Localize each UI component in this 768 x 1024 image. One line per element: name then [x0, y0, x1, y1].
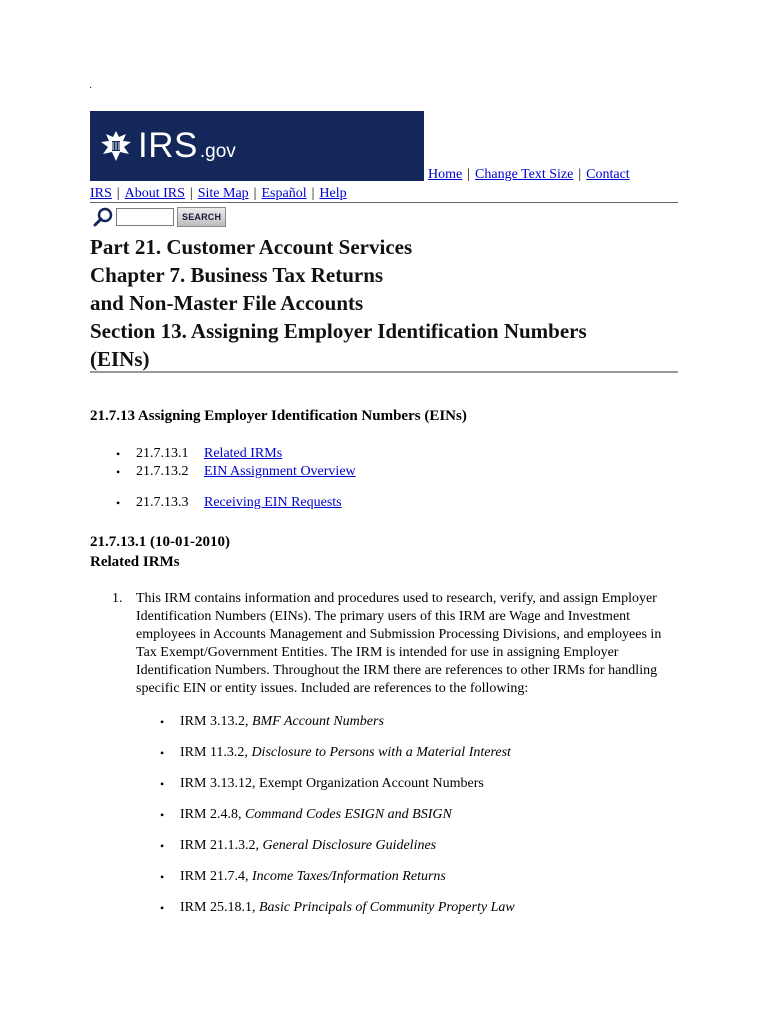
bullet: •: [116, 447, 121, 461]
irm-number: IRM 2.4.8,: [180, 807, 242, 822]
irs-wordmark: [138, 126, 236, 166]
nav-separator: |: [253, 186, 257, 201]
irm-title: Command Codes ESIGN and BSIGN: [244, 807, 452, 822]
toc-item-number: 21.7.13.1: [136, 446, 189, 461]
search-button[interactable]: SEARCH: [177, 207, 226, 227]
nav-separator: |: [189, 186, 193, 201]
title-chapter-line-2: and Non-Master File Accounts: [90, 291, 364, 315]
irm-title: Disclosure to Persons with a Material Interest: [251, 745, 511, 760]
subsection-number-date: 21.7.13.1 (10-01-2010): [90, 534, 230, 550]
bullet: •: [160, 777, 165, 791]
search-input[interactable]: [116, 208, 174, 226]
bullet: •: [160, 870, 165, 884]
sub-nav: [90, 185, 347, 203]
stray-mark: ·: [89, 83, 93, 94]
subsection-title: Related IRMs: [90, 554, 180, 570]
irm-number: IRM 11.3.2,: [180, 745, 248, 760]
irs-logo-banner[interactable]: [90, 111, 424, 181]
top-nav: [428, 166, 630, 184]
bullet: •: [160, 839, 165, 853]
irm-number: IRM 21.7.4,: [180, 869, 249, 884]
toc-link-ein-assignment-overview[interactable]: EIN Assignment Overview: [204, 464, 356, 479]
irm-number: IRM 25.18.1,: [180, 900, 256, 915]
irm-title: BMF Account Numbers: [251, 714, 384, 729]
site-map-link[interactable]: Site Map: [197, 186, 249, 201]
title-section-line-1: Section 13. Assigning Employer Identification Numbers: [90, 319, 587, 343]
irm-title: Income Taxes/Information Returns: [251, 869, 446, 884]
logo-irs-text: IRS: [138, 126, 198, 165]
title-part: Part 21. Customer Account Services: [90, 235, 413, 259]
title-section-line-2: (EINs): [90, 347, 150, 371]
toc-link-receiving-ein-requests[interactable]: Receiving EIN Requests: [204, 495, 342, 510]
bullet: •: [160, 901, 165, 915]
irm-title: Basic Principals of Community Property Law: [258, 900, 515, 915]
contact-link[interactable]: Contact: [586, 167, 630, 182]
nav-separator: |: [116, 186, 120, 201]
toc-link-related-irms[interactable]: Related IRMs: [204, 446, 283, 461]
irm-title: Exempt Organization Account Numbers: [258, 776, 484, 791]
irs-eagle-icon: [98, 128, 134, 164]
irm-number: IRM 3.13.12,: [180, 776, 256, 791]
section-heading: 21.7.13 Assigning Employer Identification Numbers (EINs): [90, 408, 467, 424]
title-chapter-line-1: Chapter 7. Business Tax Returns: [90, 263, 384, 287]
paragraph-number: 1.: [112, 591, 123, 606]
espanol-link[interactable]: Español: [261, 186, 307, 201]
toc-item-number: 21.7.13.2: [136, 464, 189, 479]
magnifier-icon[interactable]: [92, 206, 114, 228]
header-divider: [90, 202, 678, 203]
bullet: •: [116, 465, 121, 479]
irm-number: IRM 21.1.3.2,: [180, 838, 259, 853]
bullet: •: [116, 496, 121, 510]
subsection-heading: [90, 532, 230, 572]
title-divider: [90, 371, 678, 373]
change-text-size-link[interactable]: Change Text Size: [475, 167, 574, 182]
help-link[interactable]: Help: [319, 186, 347, 201]
irm-number: IRM 3.13.2,: [180, 714, 249, 729]
nav-separator: |: [578, 167, 582, 182]
page-title: [90, 233, 680, 373]
nav-separator: |: [467, 167, 471, 182]
about-irs-link[interactable]: About IRS: [124, 186, 185, 201]
home-link[interactable]: Home: [428, 167, 463, 182]
toc-item-number: 21.7.13.3: [136, 495, 189, 510]
nav-separator: |: [311, 186, 315, 201]
search-bar: [92, 206, 226, 228]
logo-gov-text: .gov: [199, 141, 236, 162]
irm-title: General Disclosure Guidelines: [262, 838, 437, 853]
paragraph-text: This IRM contains information and procedures used to research, verify, and assign Employer Identification Numbers (EINs). The primary users of this IRM are Wage and Investment employees in Accounts Management and Submission Processing Divisions, and employees in Tax Exempt/Government Entities. The IRM is intended for use in assigning Employer Identification Numbers. Throughout the IRM there are references to other IRMs for handling specific EIN or entity issues. Included are references to the following:: [136, 591, 662, 696]
bullet: •: [160, 808, 165, 822]
bullet: •: [160, 715, 165, 729]
irs-link[interactable]: IRS: [90, 186, 112, 201]
bullet: •: [160, 746, 165, 760]
